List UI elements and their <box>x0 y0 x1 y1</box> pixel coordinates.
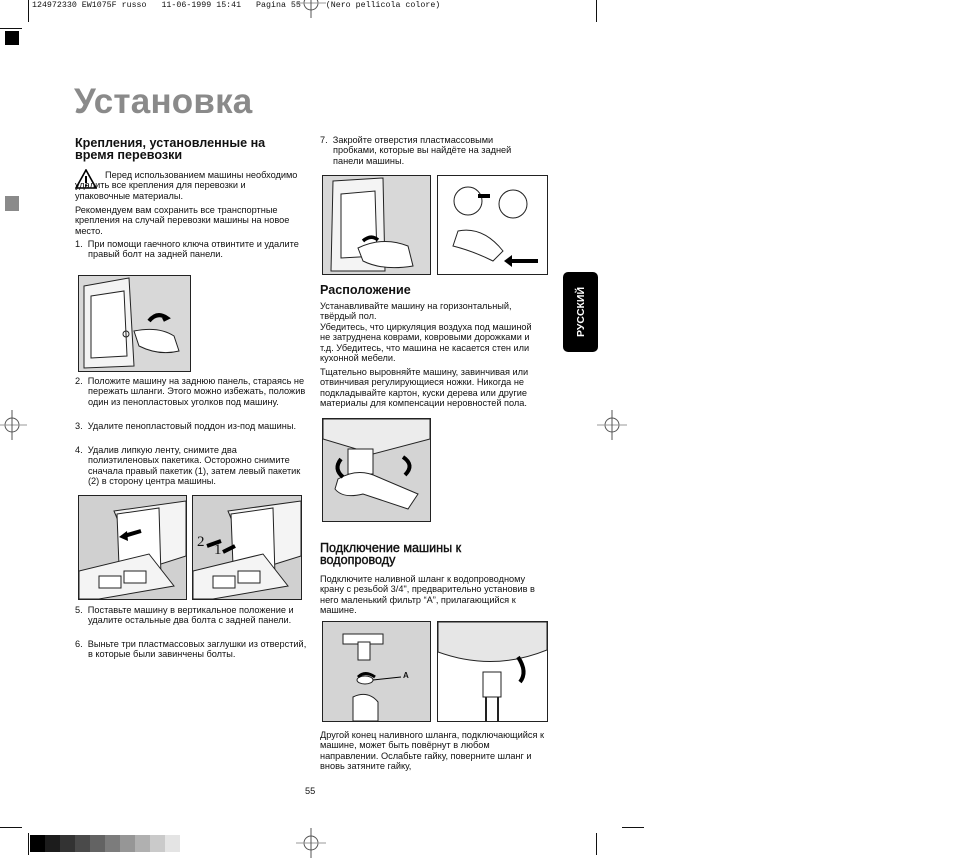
page-number: 55 <box>305 786 316 796</box>
step-6: 6. Выньте три пластмассовых заглушки из отверстий, в которые были завинчены болты. <box>75 639 307 660</box>
crop-mark <box>596 0 597 22</box>
crop-mark <box>0 28 22 29</box>
warning-text: Перед использованием машины необходимо удалить все крепления для перевозки и упаковочные материалы. <box>75 170 298 201</box>
print-slug: 124972330 EW1075F russo 11-06-1999 15:41 Pagina 55 (Nero pellicola colore) <box>32 1 441 10</box>
color-swatch <box>105 835 120 852</box>
color-swatch <box>30 835 45 852</box>
step-1: 1. При помощи гаечного ключа отвинтите и удалите правый болт на задней панели. <box>75 239 299 260</box>
language-tab <box>563 272 598 352</box>
figure-label-2: 2 <box>197 534 205 550</box>
crop-mark <box>28 0 29 22</box>
step-2: 2. Положите машину на заднюю панель, стараясь не пережать шланги. Этого можно избежать, положив один из пенопластовых уголков под машину. <box>75 376 306 407</box>
gray-marker <box>5 196 19 211</box>
step-3: 3. Удалите пенопластовый поддон из-под машины. <box>75 421 297 431</box>
illustration-tap-filter <box>322 621 431 722</box>
black-marker <box>5 31 19 45</box>
color-swatch <box>150 835 165 852</box>
step-7: 7. Закройте отверстия пластмассовыми пробками, которые вы найдёте на задней панели машины. <box>320 135 512 166</box>
illustration-hose-connection <box>437 621 548 722</box>
step-4: 4. Удалив липкую ленту, снимите два полиэтиленовых пакетика. Осторожно снимите сначала правый пакетик (1), затем левый пакетик (2) в сторону центра машины. <box>75 445 301 487</box>
color-swatch <box>60 835 75 852</box>
page-title: Установка <box>74 82 253 121</box>
placement-paragraph-2: Убедитесь, что циркуляция воздуха под машиной не затруднена коврами, ковровыми дорожками и т.д. Убедитесь, что машина не касается стен или кухонной мебели. <box>320 322 532 364</box>
section-heading-placement: Расположение <box>320 283 411 297</box>
registration-mark-icon <box>597 410 627 440</box>
language-tab-label: РУССКИЙ <box>574 286 587 338</box>
illustration-remove-rear-bolt <box>78 275 191 372</box>
color-swatch <box>165 835 180 852</box>
intro-paragraph: Рекомендуем вам сохранить все транспортные крепления на случай перевозки машины на новое место. <box>75 205 290 236</box>
filter-label-a: A <box>403 671 409 680</box>
illustration-rear-panel-plugs <box>322 175 431 275</box>
registration-mark-icon <box>296 0 326 18</box>
illustration-remove-bags-order <box>192 495 302 600</box>
placement-paragraph-3: Тщательно выровняйте машину, завинчивая или отвинчивая регулирующиеся ножки. Никогда не подкладывайте картон, куски дерева или другие материалы для компенсации неровностей пола. <box>320 367 529 409</box>
color-swatch <box>75 835 90 852</box>
color-swatch <box>135 835 150 852</box>
placement-paragraph-1: Устанавливайте машину на горизонтальный, твёрдый пол. <box>320 301 512 322</box>
crop-mark <box>28 833 29 855</box>
figure-label-1: 1 <box>214 542 222 558</box>
water-paragraph-2: Другой конец наливного шланга, подключающийся к машине, может быть повёрнут в любом направлении. Ослабьте гайку, поверните шланг и вновь затяните гайку, <box>320 730 544 772</box>
color-swatch <box>45 835 60 852</box>
step-5: 5. Поставьте машину в вертикальное положение и удалите остальные два болта с задней панели. <box>75 605 294 626</box>
illustration-adjust-feet <box>322 418 431 522</box>
crop-mark <box>596 833 597 855</box>
illustration-insert-plugs <box>437 175 548 275</box>
registration-mark-icon <box>296 828 326 858</box>
color-swatch <box>90 835 105 852</box>
section-heading-transport-fixings: Крепления, установленные на время перевозки <box>75 136 266 162</box>
crop-mark <box>622 827 644 828</box>
illustration-remove-bag-right <box>78 495 187 600</box>
crop-mark <box>0 827 22 828</box>
color-swatch <box>120 835 135 852</box>
section-heading-water-connection: Подключение машины к водопроводу <box>320 541 462 567</box>
water-paragraph-1: Подключите наливной шланг к водопроводному крану с резьбой 3/4", предварительно установив в него маленький фильтр “A”, прилагающийся к машине. <box>320 574 535 616</box>
registration-mark-icon <box>0 410 27 440</box>
